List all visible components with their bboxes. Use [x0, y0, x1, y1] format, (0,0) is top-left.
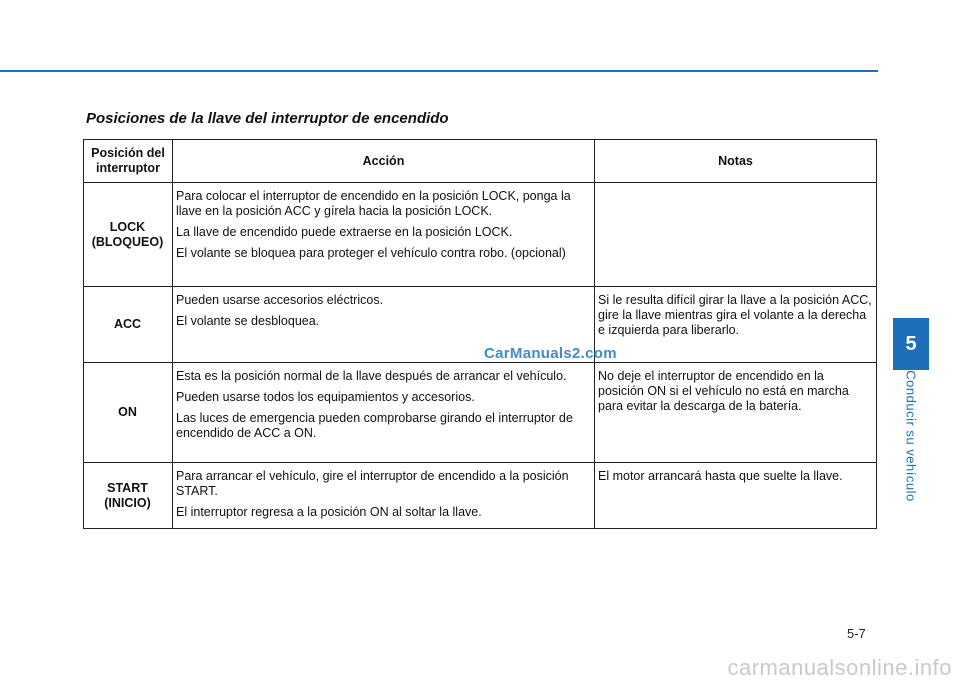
position-acc: ACC: [113, 317, 142, 331]
position-cell: [84, 363, 173, 463]
position-cell: [84, 183, 173, 287]
position-cell: [84, 287, 173, 363]
position-lock: LOCK (BLOQUEO): [91, 219, 164, 249]
top-rule: [0, 70, 878, 72]
notes-cell: [595, 463, 877, 529]
notes-text: Si le resulta difícil girar la llave a la posición ACC, gire la llave mientras gira el volante a la derecha e izquierda para liberarlo.: [598, 293, 872, 337]
ignition-positions-table: [83, 139, 877, 529]
watermark-text: CarManuals2.com: [484, 345, 617, 362]
header-position: Posición del interruptor: [84, 140, 173, 183]
action-text: El interruptor regresa a la posición ON al soltar la llave.: [176, 505, 482, 519]
action-text: La llave de encendido puede extraerse en la posición LOCK.: [176, 225, 513, 239]
footer-site-text: carmanualsonline.info: [727, 655, 952, 680]
table-row: [84, 183, 877, 287]
action-text: El volante se desbloquea.: [176, 314, 320, 328]
header-notes: Notas: [595, 140, 877, 183]
notes-cell: [595, 287, 877, 363]
notes-cell: [595, 363, 877, 463]
notes-cell: [595, 183, 877, 287]
action-cell: [173, 183, 595, 287]
action-text: El volante se bloquea para proteger el vehículo contra robo. (opcional): [176, 246, 566, 260]
position-on: ON: [118, 405, 137, 419]
table-row: [84, 463, 877, 529]
page-number: 5-7: [847, 626, 866, 641]
chapter-tab: 5: [893, 318, 929, 370]
action-text: Para colocar el interruptor de encendido en la posición LOCK, ponga la llave en la posición ACC y gírela hacia la posición LOCK.: [176, 189, 571, 218]
position-cell: [84, 463, 173, 529]
action-cell: [173, 463, 595, 529]
action-text: Las luces de emergencia pueden comprobarse girando el interruptor de encendido de ACC a ON.: [176, 411, 573, 440]
action-text: Pueden usarse todos los equipamientos y accesorios.: [176, 390, 475, 404]
action-text: Pueden usarse accesorios eléctricos.: [176, 293, 384, 307]
position-start: START (INICIO): [104, 480, 151, 510]
chapter-label: Conducir su vehículo: [903, 370, 919, 502]
notes-text: El motor arrancará hasta que suelte la llave.: [598, 469, 843, 483]
notes-text: No deje el interruptor de encendido en la posición ON si el vehículo no está en marcha para evitar la descarga de la batería.: [598, 369, 849, 413]
action-text: Esta es la posición normal de la llave después de arrancar el vehículo.: [176, 369, 567, 383]
action-text: Para arrancar el vehículo, gire el interruptor de encendido a la posición START.: [176, 469, 569, 498]
header-action: Acción: [173, 140, 595, 183]
section-title: Posiciones de la llave del interruptor de encendido: [86, 110, 449, 127]
action-cell: [173, 363, 595, 463]
table-row: [84, 363, 877, 463]
table-row: [84, 287, 877, 363]
table-header-row: [84, 140, 877, 183]
